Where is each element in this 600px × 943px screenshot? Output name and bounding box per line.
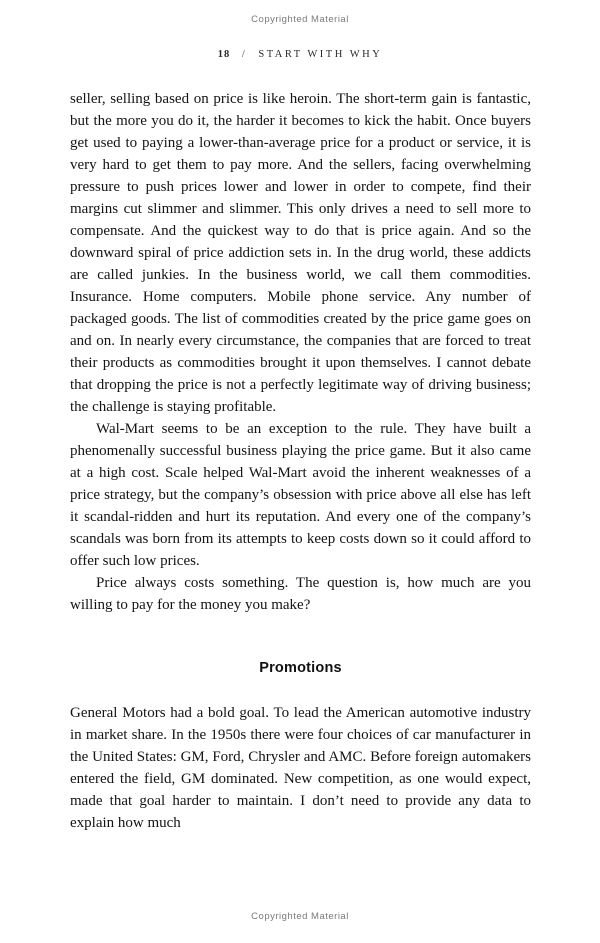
paragraph-price-addiction: seller, selling based on price is like heroin. The short-term gain is fantastic, but the more you do it, the harder it becomes to kick the habit. Once buyers get used to paying a lower-than-average price for a product or service, it is very hard to get them to pay more. And the sellers, facing overwhelming pressure to push prices lower and lower in order to compete, find their margins cut slimmer and slimmer. This only drives a need to sell more to compensate. And the quickest way to do that is price again. And so the downward spiral of price addiction sets in. In the drug world, these addicts are called junkies. In the business world, we call them commodities. Insurance. Home computers. Mobile phone service. Any number of packaged goods. The list of commodities created by the price game goes on and on. In nearly every circumstance, the companies that are forced to treat their products as commodities brought it upon themselves. I cannot debate that dropping the price is not a perfectly legitimate way of driving business; the challenge is staying profitable. [70,91,531,415]
header-separator: / [241,49,247,60]
running-header [0,49,600,60]
paragraph-general-motors: General Motors had a bold goal. To lead the American automotive industry in market share. In the 1950s there were four choices of car manufacturer in the United States: GM, Ford, Chrysler and AMC. Before foreign automakers entered the field, GM dominated. New competition, as one would expect, made that goal harder to maintain. I don’t need to provide any data to explain how much [70,705,531,831]
copyright-notice-bottom: Copyrighted Material [251,911,349,922]
page-number: 18 [217,49,231,60]
book-title: START WITH WHY [258,49,383,60]
section-heading-promotions: Promotions [259,660,342,676]
copyright-notice-top: Copyrighted Material [251,14,349,25]
paragraph-walmart: Wal-Mart seems to be an exception to the rule. They have built a phenomenally successful business playing the price game. But it also came at a high cost. Scale helped Wal-Mart avoid the inherent weaknesses of a price strategy, but the company’s obsession with price above all else has left it scandal-ridden and hurt its reputation. And every one of the company’s scandals was born from its attempts to keep costs down so it could afford to offer such low prices. [70,421,531,569]
page-text-block [70,88,531,834]
paragraph-price-costs: Price always costs something. The question is, how much are you willing to pay for the money you make? [70,575,531,613]
